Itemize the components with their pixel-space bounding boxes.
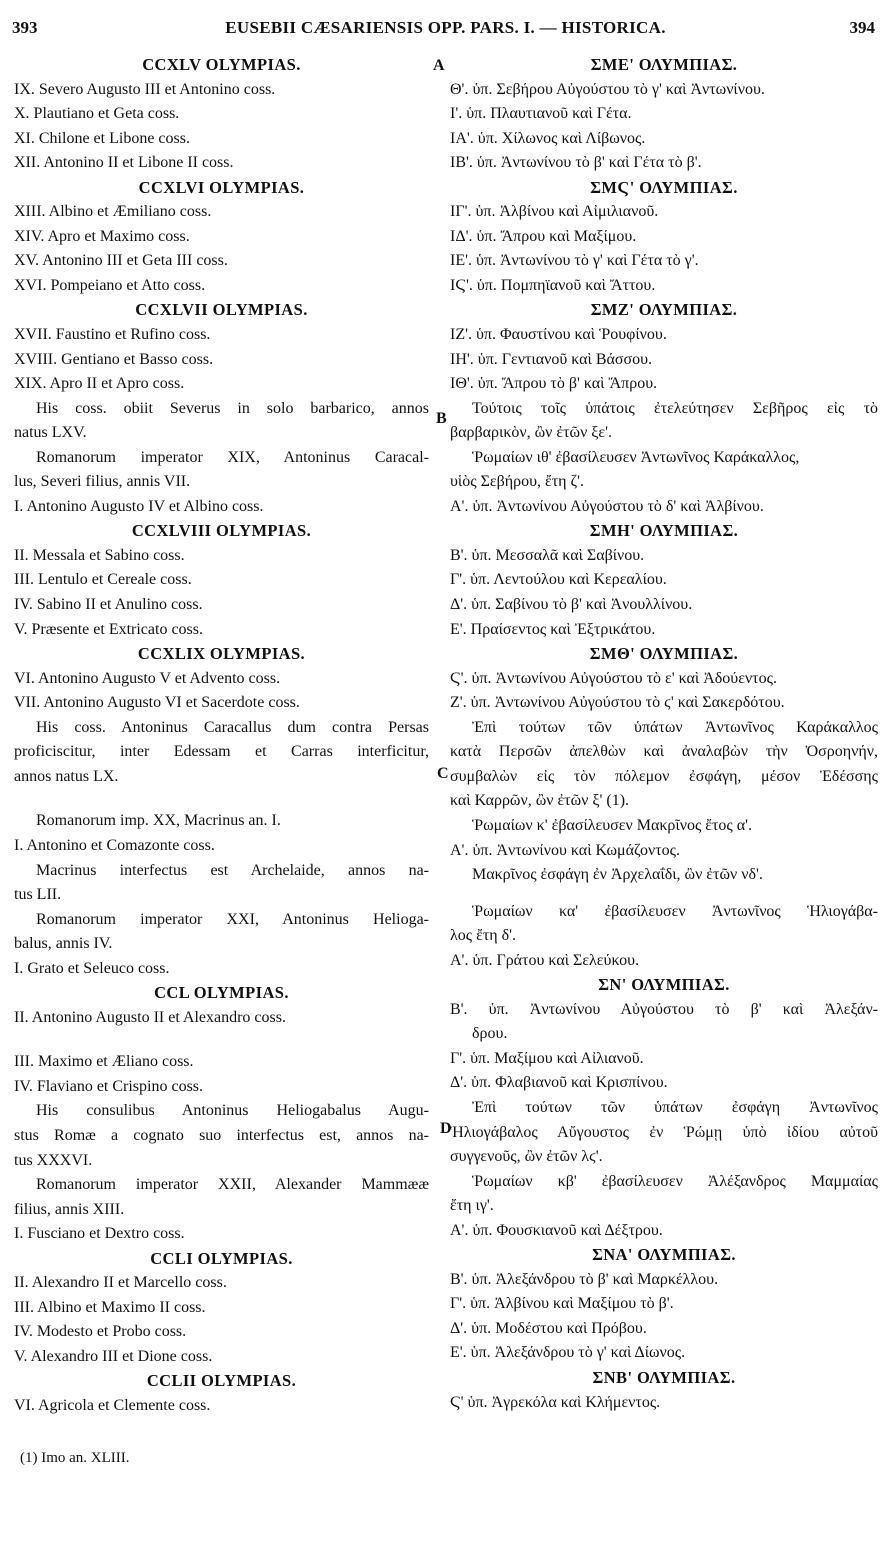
latin-line: XIX. Apro II et Apro coss. (14, 375, 185, 393)
latin-line: lus, Severi filius, annis VII. (14, 473, 191, 491)
greek-line: Ἡλιογάβαλος Αὔγουστος ἐν Ῥώμῃ ὑπὸ ἰδίου αὐτοῦ (450, 1123, 878, 1141)
latin-olympiad-heading: CCL OLYMPIAS. (154, 983, 289, 1003)
margin-marker-c: C (437, 765, 449, 782)
greek-line: Δ'. ὑπ. Φλαβιανοῦ καὶ Κρισπίνου. (450, 1074, 668, 1092)
greek-line: Α'. ὑπ. Φουσκιανοῦ καὶ Δέξτρου. (450, 1221, 663, 1239)
latin-line: III. Lentulo et Cereale coss. (14, 571, 192, 589)
page-number-left: 393 (12, 18, 38, 37)
latin-line: Romanorum imp. XX, Macrinus an. I. (36, 812, 281, 830)
greek-line: Μακρῖνος ἐσφάγη ἐν Ἀρχελαΐδι, ὢν ἐτῶν νδ'. (472, 866, 763, 884)
latin-line: XIV. Apro et Maximo coss. (14, 227, 190, 245)
latin-line: III. Albino et Maximo II coss. (14, 1298, 206, 1316)
greek-line: βαρβαρικὸν, ὢν ἐτῶν ξε'. (450, 424, 613, 442)
latin-line: II. Alexandro II et Marcello coss. (14, 1274, 227, 1292)
greek-line: Ζ'. ὑπ. Ἀντωνίνου Αὐγούστου τὸ ϛ' καὶ Σακερδότου. (450, 694, 785, 712)
latin-line: I. Grato et Seleuco coss. (14, 959, 170, 977)
greek-line: Β'. ὑπ. Ἀντωνίνου Αὐγούστου τὸ β' καὶ Ἀλεξάν- (450, 1000, 878, 1018)
greek-line: ΙΓ'. ὑπ. Ἀλβίνου καὶ Αἰμιλιανοῦ. (450, 203, 659, 221)
greek-line: Α'. ὑπ. Ἀντωνίνου Αὐγούστου τὸ δ' καὶ Ἀλβίνου. (450, 497, 764, 515)
latin-line: balus, annis IV. (14, 935, 113, 953)
latin-line: natus LXV. (14, 424, 87, 442)
greek-line: Γ'. ὑπ. Ἀλβίνου καὶ Μαξίμου τὸ β'. (450, 1295, 674, 1313)
greek-line: συμβαλὼν εἰς τὸν πόλεμον ἐσφάγη, μέσον Ἐδέσσης (450, 767, 878, 785)
greek-line: Ϛ' ὑπ. Ἀγρεκόλα καὶ Κλήμεντος. (450, 1393, 661, 1411)
latin-line: stus Romæ a cognato suo interfectus est, annos na- (14, 1126, 429, 1144)
latin-line: III. Maximo et Æliano coss. (14, 1053, 194, 1071)
greek-line: Θ'. ὑπ. Σεβήρου Αὐγούστου τὸ γ' καὶ Ἀντωνίνου. (450, 80, 765, 98)
latin-line: IV. Modesto et Probo coss. (14, 1323, 187, 1341)
latin-line: IV. Flaviano et Crispino coss. (14, 1077, 204, 1095)
greek-line: Γ'. ὑπ. Λεντούλου καὶ Κερεαλίου. (450, 571, 667, 589)
latin-olympiad-heading: CCXLVII OLYMPIAS. (135, 300, 308, 320)
latin-line: IV. Sabino II et Anulino coss. (14, 596, 203, 614)
greek-line: Ϛ'. ὑπ. Ἀντωνίνου Αὐγούστου τὸ ε' καὶ Ἀδούεντος. (450, 669, 777, 687)
greek-line: Ῥωμαίων ιθ' ἐβασίλευσεν Ἀντωνῖνος Καράκαλλος, (472, 448, 800, 466)
latin-spacer (14, 789, 429, 809)
latin-line: VI. Agricola et Clemente coss. (14, 1396, 211, 1414)
greek-line: Δ'. ὑπ. Μοδέστου καὶ Πρόβου. (450, 1319, 647, 1337)
latin-column (14, 53, 429, 1419)
latin-line: His consulibus Antoninus Heliogabalus Augu- (36, 1102, 429, 1120)
greek-line: Ἐπὶ τούτων τῶν ὑπάτων Ἀντωνῖνος Καράκαλλος (472, 718, 878, 736)
latin-line: I. Fusciano et Dextro coss. (14, 1225, 185, 1243)
latin-line: I. Antonino Augusto IV et Albino coss. (14, 497, 264, 515)
latin-line: XVII. Faustino et Rufino coss. (14, 326, 211, 344)
greek-line: συγγενοῦς, ὢν ἐτῶν λϛ'. (450, 1148, 603, 1166)
greek-line: κατὰ Περσῶν ἀπελθὼν καὶ ἀναλαβὼν τὴν Ὀσροηνήν, (450, 743, 878, 761)
latin-line: XIII. Albino et Æmiliano coss. (14, 203, 212, 221)
greek-line: Ε'. ὑπ. Ἀλεξάνδρου τὸ γ' καὶ Δίωνος. (450, 1344, 686, 1362)
page-number-right: 394 (849, 18, 875, 37)
greek-olympiad-heading: ΣΜΗ' ΟΛΥΜΠΙΑΣ. (589, 521, 739, 541)
greek-line: Δ'. ὑπ. Σαβίνου τὸ β' καὶ Ἀνουλλίνου. (450, 596, 693, 614)
greek-line: ΙϚ'. ὑπ. Πομπηϊανοῦ καὶ Ἄττου. (450, 276, 656, 294)
latin-line: XVI. Pompeiano et Atto coss. (14, 276, 206, 294)
greek-line: Ἐπὶ τούτων τῶν ὑπάτων ἐσφάγη Ἀντωνῖνος (472, 1098, 878, 1116)
greek-line: Β'. ὑπ. Ἀλεξάνδρου τὸ β' καὶ Μαρκέλλου. (450, 1270, 719, 1288)
latin-olympiad-heading: CCXLVI OLYMPIAS. (138, 177, 305, 197)
latin-line: tus LII. (14, 886, 62, 904)
greek-olympiad-heading: ΣΜΘ' ΟΛΥΜΠΙΑΣ. (589, 644, 739, 664)
greek-line: Ε'. Πραίσεντος καὶ Ἐξτρικάτου. (450, 620, 656, 638)
latin-line: I. Antonino et Comazonte coss. (14, 836, 215, 854)
greek-column (450, 53, 878, 1415)
latin-line: XVIII. Gentiano et Basso coss. (14, 350, 214, 368)
latin-line: proficiscitur, inter Edessam et Carras interficitur, (14, 743, 429, 761)
latin-line: annos natus LX. (14, 767, 119, 785)
greek-spacer (450, 888, 878, 900)
greek-line: ΙΔ'. ὑπ. Ἄπρου καὶ Μαξίμου. (450, 227, 637, 245)
latin-line: II. Antonino Augusto II et Alexandro coss. (14, 1008, 286, 1026)
latin-line: XI. Chilone et Libone coss. (14, 129, 190, 147)
greek-line: Ῥωμαίων κα' ἐβασίλευσεν Ἀντωνῖνος Ἡλιογάβα- (472, 902, 878, 920)
greek-line: Γ'. ὑπ. Μαξίμου καὶ Αἰλιανοῦ. (450, 1049, 644, 1067)
latin-line: Romanorum imperator XXII, Alexander Mammææ (36, 1176, 429, 1194)
latin-olympiad-heading: CCXLV OLYMPIAS. (142, 55, 301, 74)
margin-marker-d: D (440, 1120, 452, 1137)
latin-line: His coss. Antoninus Caracallus dum contra Persas (36, 718, 429, 736)
latin-line: IX. Severo Augusto III et Antonino coss. (14, 80, 276, 98)
latin-line: filius, annis XIII. (14, 1200, 125, 1218)
latin-spacer (14, 1030, 429, 1050)
latin-line: X. Plautiano et Geta coss. (14, 105, 180, 123)
running-title: EUSEBII CÆSARIENSIS OPP. PARS. I. — HISTORICA. (225, 18, 666, 37)
greek-line: ΙΕ'. ὑπ. Ἀντωνίνου τὸ γ' καὶ Γέτα τὸ γ'. (450, 252, 699, 270)
greek-line: καὶ Καρρῶν, ὢν ἐτῶν ξ' (1). (450, 792, 630, 810)
greek-line: Β'. ὑπ. Μεσσαλᾶ καὶ Σαβίνου. (450, 546, 645, 564)
greek-line: Ι'. ὑπ. Πλαυτιανοῦ καὶ Γέτα. (450, 105, 632, 123)
greek-line: Α'. ὑπ. Γράτου καὶ Σελεύκου. (450, 951, 640, 969)
greek-olympiad-heading: ΣΝΑ' ΟΛΥΜΠΙΑΣ. (592, 1245, 736, 1265)
latin-line: His coss. obiit Severus in solo barbarico, annos (36, 399, 429, 417)
greek-olympiad-heading: ΣΝΒ' ΟΛΥΜΠΙΑΣ. (592, 1367, 736, 1387)
latin-line: XV. Antonino III et Geta III coss. (14, 252, 228, 270)
latin-line: XII. Antonino II et Libone II coss. (14, 154, 234, 172)
latin-line: VII. Antonino Augusto VI et Sacerdote coss. (14, 694, 300, 712)
latin-line: Romanorum imperator XIX, Antoninus Caracal- (36, 448, 429, 466)
latin-line: Macrinus interfectus est Archelaide, annos na- (36, 861, 429, 879)
margin-marker-a: A (433, 57, 445, 74)
greek-line: ΙΒ'. ὑπ. Ἀντωνίνου τὸ β' καὶ Γέτα τὸ β'. (450, 154, 702, 172)
greek-line: ἔτη ιγ'. (450, 1197, 494, 1215)
greek-line: Τούτοις τοῖς ὑπάτοις ἐτελεύτησεν Σεβῆρος εἰς τὸ (472, 399, 878, 417)
latin-line: II. Messala et Sabino coss. (14, 546, 185, 564)
latin-olympiad-heading: CCLII OLYMPIAS. (146, 1371, 297, 1391)
greek-olympiad-heading: ΣΜΕ' ΟΛΥΜΠΙΑΣ. (590, 55, 738, 74)
latin-line: V. Præsente et Extricato coss. (14, 620, 204, 638)
greek-line: ΙΘ'. ὑπ. Ἄπρου τὸ β' καὶ Ἄπρου. (450, 375, 658, 393)
greek-line: Ῥωμαίων κβ' ἐβασίλευσεν Ἀλέξανδρος Μαμμαίας (472, 1172, 878, 1190)
greek-line: ΙΗ'. ὑπ. Γεντιανοῦ καὶ Βάσσου. (450, 350, 653, 368)
greek-olympiad-heading: ΣΜϚ' ΟΛΥΜΠΙΑΣ. (590, 177, 738, 197)
latin-line: V. Alexandro III et Dione coss. (14, 1347, 213, 1365)
greek-olympiad-heading: ΣΜΖ' ΟΛΥΜΠΙΑΣ. (590, 300, 738, 320)
latin-olympiad-heading: CCLI OLYMPIAS. (150, 1248, 293, 1268)
greek-line: δρου. (472, 1025, 508, 1043)
latin-line: Romanorum imperator XXI, Antoninus Helioga- (36, 910, 429, 928)
greek-line: λος ἔτη δ'. (450, 927, 517, 945)
latin-line: VI. Antonino Augusto V et Advento coss. (14, 669, 281, 687)
latin-olympiad-heading: CCXLIX OLYMPIAS. (137, 644, 306, 664)
greek-olympiad-heading: ΣΝ' ΟΛΥΜΠΙΑΣ. (598, 975, 730, 995)
latin-olympiad-heading: CCXLVIII OLYMPIAS. (131, 521, 312, 541)
greek-line: Α'. ὑπ. Ἀντωνίνου καὶ Κωμάζοντος. (450, 841, 680, 859)
footnote: (1) Imo an. XLIII. (20, 1450, 130, 1466)
latin-line: tus XXXVI. (14, 1151, 93, 1169)
greek-line: ΙΖ'. ὑπ. Φαυστίνου καὶ Ῥουφίνου. (450, 326, 667, 344)
margin-marker-b: B (436, 410, 447, 427)
greek-line: ΙΑ'. ὑπ. Χίλωνος καὶ Λίβωνος. (450, 129, 646, 147)
greek-line: υἱὸς Σεβήρου, ἔτη ζ'. (450, 473, 585, 491)
greek-line: Ῥωμαίων κ' ἐβασίλευσεν Μακρῖνος ἔτος α'. (472, 816, 753, 834)
